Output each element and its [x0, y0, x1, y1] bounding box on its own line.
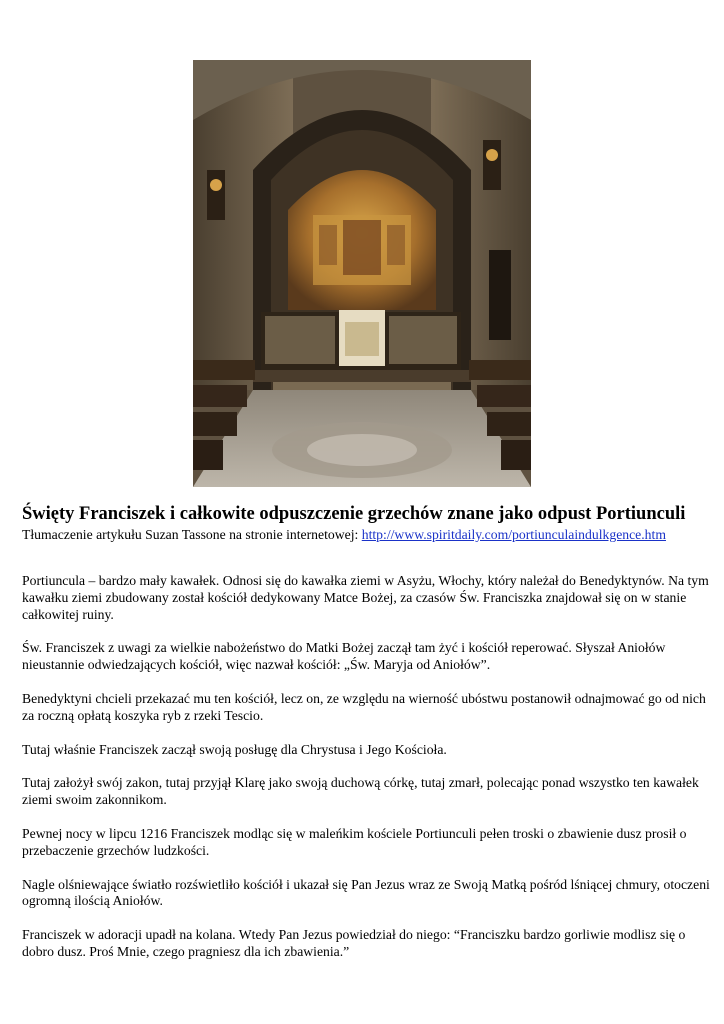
translation-credit [22, 526, 722, 543]
paragraph: Tutaj założył swój zakon, tutaj przyjął Klarę jako swoją duchową córkę, tutaj zmarł, polecając ponad wszystko ten kawałek ziemi swoim zakonnikom. [22, 775, 699, 808]
paragraph: Benedyktyni chcieli przekazać mu ten kościół, lecz on, ze względu na wierność ubóstwu postanowił odnajmować go od nich za roczną opłatą koszyka ryb z rzeki Tescio. [22, 690, 706, 723]
paragraph: Pewnej nocy w lipcu 1216 Franciszek modląc się w maleńkim kościele Portiunculi pełen troski o zbawienie dusz prosił o przebaczenie grzechów ludzkości. [22, 825, 687, 858]
paragraph: Tutaj właśnie Franciszek zaczął swoją posługę dla Chrystusa i Jego Kościoła. [22, 741, 447, 757]
paragraph: Portiuncula – bardzo mały kawałek. Odnosi się do kawałka ziemi w Asyżu, Włochy, który należał do Benedyktynów. Na tym kawałku ziemi zbudowany został kościół dedykowany Matce Bożej, za czasów Św. Franciszka znajdował się on w stanie całkowitej ruiny. [22, 573, 709, 622]
article-body [22, 573, 710, 978]
paragraph: Franciszek w adoracji upadł na kolana. Wtedy Pan Jezus powiedział do niego: “Franciszku bardzo gorliwie modlisz się o dobro dusz. Proś Mnie, czego pragniesz dla ich zbawienia.” [22, 927, 686, 959]
church-interior-photo [193, 60, 531, 487]
paragraph: Św. Franciszek z uwagi za wielkie nabożeństwo do Matki Bożej zaczął tam żyć i kościół reperować. Słyszał Aniołów nieustannie odwiedzających kościół, więc nazwał kościół: „Św. Maryja od Aniołów”. [22, 640, 666, 673]
translation-credit-text: Tłumaczenie artykułu Suzan Tassone na stronie internetowej: [22, 527, 362, 542]
page-title: Święty Franciszek i całkowite odpuszczenie grzechów znane jako odpust Portiunculi [22, 504, 686, 524]
source-link[interactable]: http://www.spiritdaily.com/portiunculaindulkgence.htm [361, 527, 666, 542]
paragraph: Nagle olśniewające światło rozświetliło kościół i ukazał się Pan Jezus wraz ze Swoją Matką pośród lśniącej chmury, otoczeni ogromną ilością Aniołów. [22, 876, 710, 909]
